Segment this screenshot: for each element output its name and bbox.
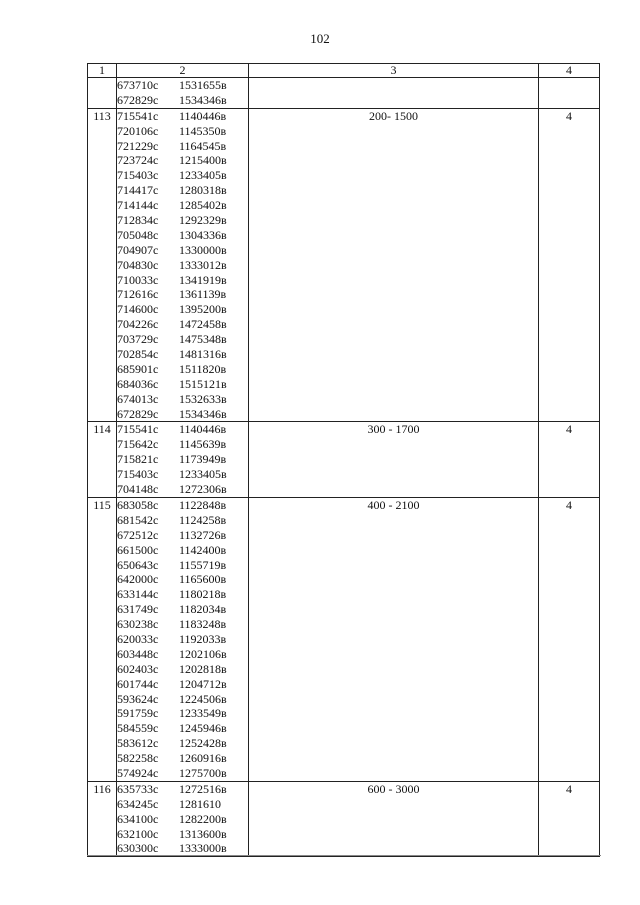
longitude-value: 1313600в	[179, 826, 227, 841]
coordinate-pair	[117, 827, 248, 842]
latitude-value: 715403c	[117, 467, 159, 482]
latitude-value: 630300c	[117, 841, 159, 856]
coordinate-pair	[117, 109, 248, 124]
column-4-cell: 4	[539, 108, 600, 422]
longitude-value: 1173949в	[179, 452, 227, 467]
latitude-value: 672829c	[117, 406, 159, 421]
coordinate-pair	[117, 153, 248, 168]
longitude-value: 1245946в	[179, 721, 227, 736]
latitude-value: 704148c	[117, 482, 159, 497]
column-4-cell	[539, 78, 600, 109]
latitude-value: 672512c	[117, 527, 159, 542]
latitude-value: 705048c	[117, 227, 159, 242]
coordinate-pair	[117, 812, 248, 827]
longitude-value: 1281610	[179, 796, 221, 811]
longitude-value: 1534346в	[179, 92, 227, 107]
coordinate-pair	[117, 513, 248, 528]
longitude-value: 1202818в	[179, 661, 227, 676]
coordinates-cell	[117, 422, 249, 497]
depth-range-cell: 400 - 2100	[249, 497, 539, 781]
column-4-cell: 4	[539, 422, 600, 497]
coordinate-pair	[117, 392, 248, 407]
table-row	[88, 781, 600, 856]
coordinates-cell	[117, 108, 249, 422]
coordinate-pair	[117, 332, 248, 347]
latitude-value: 593624c	[117, 691, 159, 706]
longitude-value: 1142400в	[179, 542, 227, 557]
latitude-value: 704226c	[117, 317, 159, 332]
latitude-value: 672829c	[117, 92, 159, 107]
latitude-value: 583612c	[117, 736, 159, 751]
latitude-value: 634100c	[117, 811, 159, 826]
page-number: 102	[310, 31, 330, 46]
longitude-value: 1333000в	[179, 841, 227, 856]
coordinate-pair	[117, 93, 248, 108]
table-row	[88, 78, 600, 109]
longitude-value: 1124258в	[179, 512, 227, 527]
longitude-value: 1233405в	[179, 467, 227, 482]
longitude-value: 1215400в	[179, 153, 227, 168]
latitude-value: 635733c	[117, 781, 159, 796]
latitude-value: 714600c	[117, 302, 159, 317]
row-number-cell: 113	[88, 108, 117, 422]
longitude-value: 1192033в	[179, 631, 227, 646]
coordinate-pair	[117, 437, 248, 452]
coordinate-pair	[117, 377, 248, 392]
coordinate-pair	[117, 362, 248, 377]
longitude-value: 1282200в	[179, 811, 227, 826]
page-bottom-rule	[87, 855, 601, 856]
depth-range-cell: 200- 1500	[249, 108, 539, 422]
longitude-value: 1275700в	[179, 765, 227, 780]
latitude-value: 715541c	[117, 108, 159, 123]
coordinate-pair	[117, 124, 248, 139]
latitude-value: 702854c	[117, 347, 159, 362]
longitude-value: 1272516в	[179, 781, 227, 796]
column-4-cell: 4	[539, 497, 600, 781]
latitude-value: 712616c	[117, 287, 159, 302]
depth-range-cell: 300 - 1700	[249, 422, 539, 497]
table-body	[88, 78, 600, 857]
latitude-value: 674013c	[117, 391, 159, 406]
header-col-3: 3	[249, 64, 539, 78]
latitude-value: 602403c	[117, 661, 159, 676]
latitude-value: 603448c	[117, 646, 159, 661]
header-col-4: 4	[539, 64, 600, 78]
longitude-value: 1202106в	[179, 646, 227, 661]
latitude-value: 633144c	[117, 587, 159, 602]
longitude-value: 1145350в	[179, 123, 227, 138]
row-number-cell: 114	[88, 422, 117, 497]
longitude-value: 1272306в	[179, 482, 227, 497]
coordinates-table	[87, 63, 600, 857]
coordinate-pair	[117, 243, 248, 258]
latitude-value: 620033c	[117, 631, 159, 646]
latitude-value: 715642c	[117, 437, 159, 452]
longitude-value: 1122848в	[179, 497, 227, 512]
latitude-value: 681542c	[117, 512, 159, 527]
longitude-value: 1140446в	[179, 422, 227, 437]
longitude-value: 1233549в	[179, 706, 227, 721]
coordinate-pair	[117, 736, 248, 751]
latitude-value: 630238c	[117, 617, 159, 632]
latitude-value: 650643c	[117, 557, 159, 572]
coordinates-cell	[117, 781, 249, 856]
longitude-value: 1515121в	[179, 376, 227, 391]
coordinate-pair	[117, 78, 248, 93]
latitude-value: 704907c	[117, 242, 159, 257]
longitude-value: 1511820в	[179, 361, 227, 376]
longitude-value: 1333012в	[179, 257, 227, 272]
latitude-value: 703729c	[117, 332, 159, 347]
longitude-value: 1233405в	[179, 168, 227, 183]
longitude-value: 1481316в	[179, 347, 227, 362]
latitude-value: 601744c	[117, 676, 159, 691]
latitude-value: 673710c	[117, 78, 159, 92]
latitude-value: 634245c	[117, 796, 159, 811]
latitude-value: 591759c	[117, 706, 159, 721]
coordinate-pair	[117, 273, 248, 288]
latitude-value: 582258c	[117, 751, 159, 766]
coordinate-pair	[117, 751, 248, 766]
coordinate-pair	[117, 602, 248, 617]
coordinate-pair	[117, 647, 248, 662]
coordinate-pair	[117, 632, 248, 647]
latitude-value: 715403c	[117, 168, 159, 183]
coordinate-pair	[117, 662, 248, 677]
row-number-cell: 115	[88, 497, 117, 781]
longitude-value: 1532633в	[179, 391, 227, 406]
coordinate-pair	[117, 452, 248, 467]
coordinate-pair	[117, 258, 248, 273]
row-number-cell: 116	[88, 781, 117, 856]
coordinate-pair	[117, 797, 248, 812]
coordinate-pair	[117, 302, 248, 317]
coordinate-pair	[117, 766, 248, 781]
latitude-value: 715821c	[117, 452, 159, 467]
latitude-value: 712834c	[117, 213, 159, 228]
coordinate-pair	[117, 139, 248, 154]
longitude-value: 1252428в	[179, 736, 227, 751]
latitude-value: 714417c	[117, 183, 159, 198]
row-number-cell	[88, 78, 117, 109]
coordinate-pair	[117, 677, 248, 692]
coordinate-pair	[117, 498, 248, 513]
coordinate-pair	[117, 543, 248, 558]
header-col-1: 1	[88, 64, 117, 78]
longitude-value: 1180218в	[179, 587, 227, 602]
longitude-value: 1183248в	[179, 617, 227, 632]
longitude-value: 1145639в	[179, 437, 227, 452]
coordinate-pair	[117, 528, 248, 543]
column-4-cell: 4	[539, 781, 600, 856]
latitude-value: 684036c	[117, 376, 159, 391]
latitude-value: 715541c	[117, 422, 159, 437]
coordinate-pair	[117, 287, 248, 302]
coordinates-cell	[117, 78, 249, 109]
coordinate-pair	[117, 183, 248, 198]
longitude-value: 1155719в	[179, 557, 227, 572]
coordinate-pair	[117, 617, 248, 632]
longitude-value: 1280318в	[179, 183, 227, 198]
longitude-value: 1285402в	[179, 198, 227, 213]
latitude-value: 704830c	[117, 257, 159, 272]
longitude-value: 1132726в	[179, 527, 227, 542]
latitude-value: 631749c	[117, 602, 159, 617]
coordinate-pair	[117, 692, 248, 707]
longitude-value: 1472458в	[179, 317, 227, 332]
coordinate-pair	[117, 587, 248, 602]
coordinate-pair	[117, 706, 248, 721]
coordinate-pair	[117, 721, 248, 736]
header-col-2: 2	[117, 64, 249, 78]
coordinate-pair	[117, 572, 248, 587]
coordinate-pair	[117, 317, 248, 332]
longitude-value: 1395200в	[179, 302, 227, 317]
latitude-value: 721229c	[117, 138, 159, 153]
depth-range-cell: 600 - 3000	[249, 781, 539, 856]
latitude-value: 632100c	[117, 826, 159, 841]
coordinate-pair	[117, 422, 248, 437]
longitude-value: 1531655в	[179, 78, 227, 92]
coordinate-pair	[117, 782, 248, 797]
latitude-value: 685901c	[117, 361, 159, 376]
latitude-value: 714144c	[117, 198, 159, 213]
table-row	[88, 422, 600, 497]
latitude-value: 710033c	[117, 272, 159, 287]
longitude-value: 1164545в	[179, 138, 227, 153]
longitude-value: 1304336в	[179, 227, 227, 242]
coordinates-cell	[117, 497, 249, 781]
longitude-value: 1204712в	[179, 676, 227, 691]
table-row	[88, 497, 600, 781]
coordinate-pair	[117, 467, 248, 482]
longitude-value: 1224506в	[179, 691, 227, 706]
latitude-value: 661500c	[117, 542, 159, 557]
longitude-value: 1475348в	[179, 332, 227, 347]
coordinate-pair	[117, 168, 248, 183]
coordinate-pair	[117, 407, 248, 422]
longitude-value: 1165600в	[179, 572, 227, 587]
longitude-value: 1341919в	[179, 272, 227, 287]
longitude-value: 1182034в	[179, 602, 227, 617]
longitude-value: 1330000в	[179, 242, 227, 257]
latitude-value: 642000c	[117, 572, 159, 587]
coordinate-pair	[117, 347, 248, 362]
table-header-row	[88, 64, 600, 78]
coordinate-pair	[117, 228, 248, 243]
latitude-value: 584559c	[117, 721, 159, 736]
depth-range-cell	[249, 78, 539, 109]
coordinate-pair	[117, 558, 248, 573]
longitude-value: 1534346в	[179, 406, 227, 421]
latitude-value: 723724c	[117, 153, 159, 168]
longitude-value: 1140446в	[179, 108, 227, 123]
coordinate-pair	[117, 482, 248, 497]
latitude-value: 574924c	[117, 765, 159, 780]
longitude-value: 1361139в	[179, 287, 227, 302]
longitude-value: 1260916в	[179, 751, 227, 766]
latitude-value: 683058c	[117, 497, 159, 512]
table-row	[88, 108, 600, 422]
latitude-value: 720106c	[117, 123, 159, 138]
coordinate-pair	[117, 213, 248, 228]
longitude-value: 1292329в	[179, 213, 227, 228]
coordinate-pair	[117, 198, 248, 213]
